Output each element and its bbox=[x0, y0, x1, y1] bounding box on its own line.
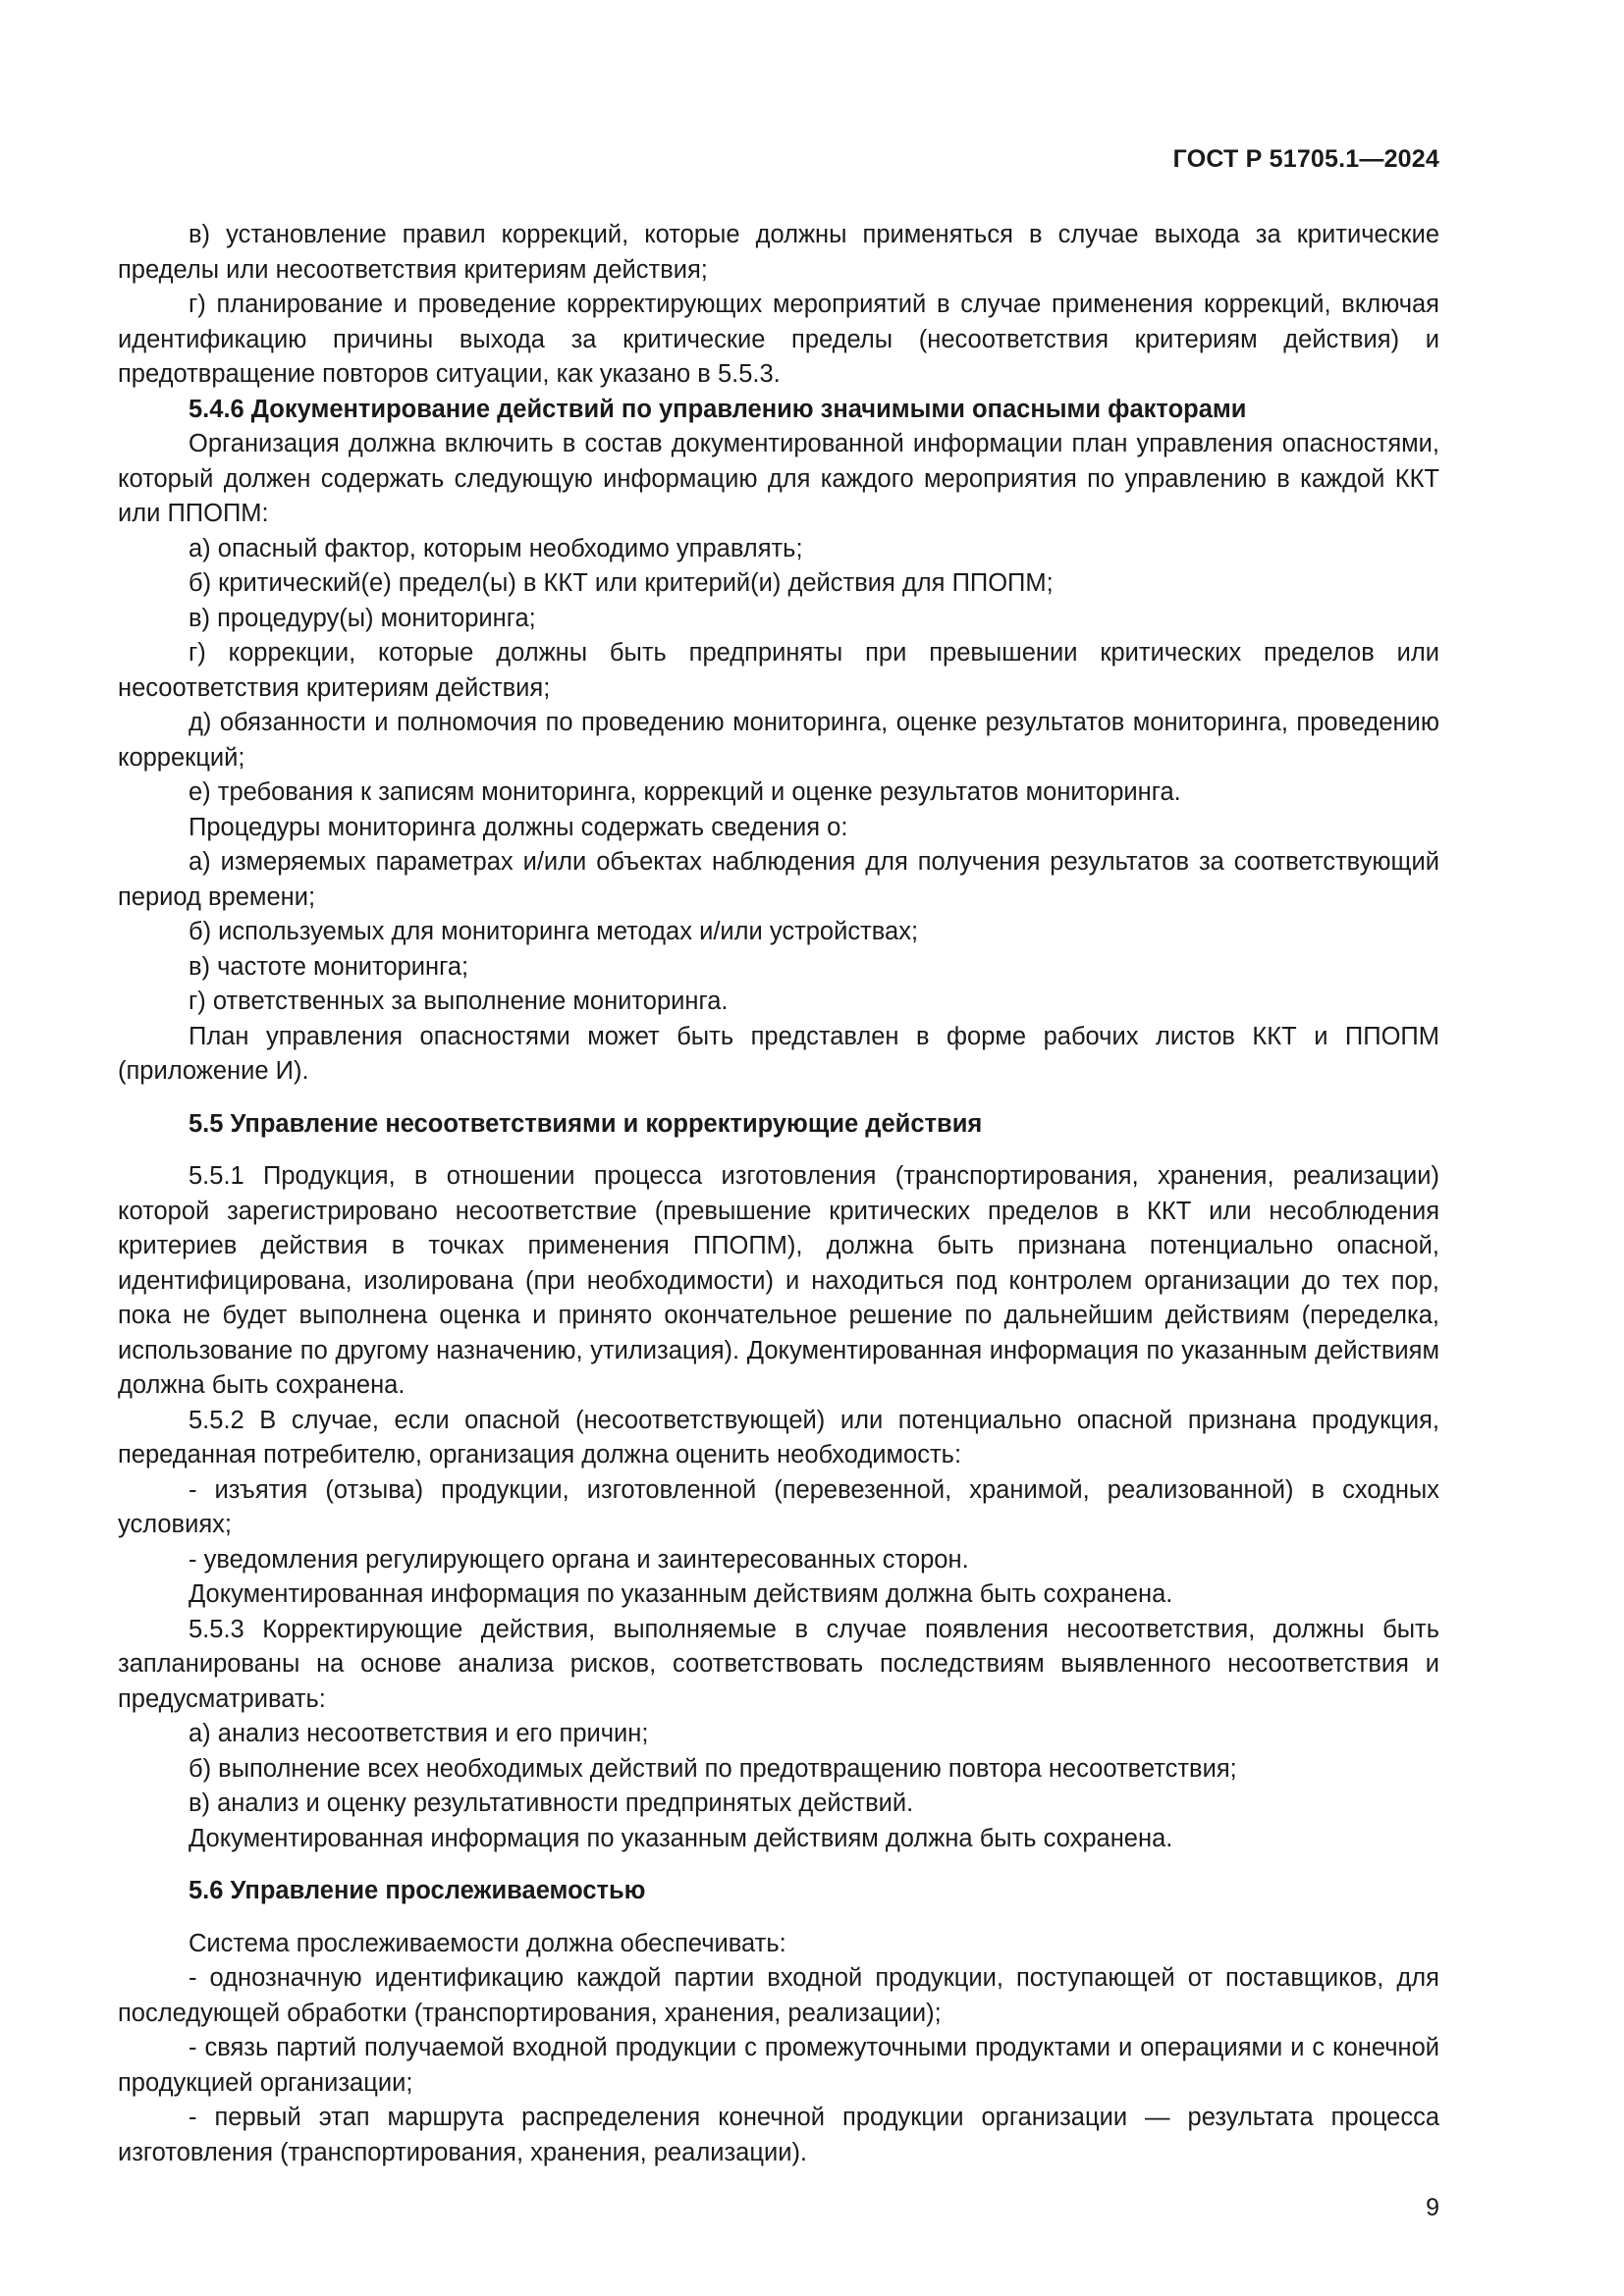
paragraph: а) анализ несоответствия и его причин; bbox=[189, 1720, 649, 1747]
paragraph: г) планирование и проведение корректирующих мероприятий в случае применения коррекций, включая идентификацию причины выхода за критические пределы (несоответствия критериям действия) и предотвращение повторов ситуации, как указано в 5.5.3. bbox=[118, 291, 1439, 388]
paragraph: Процедуры мониторинга должны содержать сведения о: bbox=[189, 813, 848, 841]
paragraph: Система прослеживаемости должна обеспечивать: bbox=[189, 1929, 786, 1957]
paragraph: Организация должна включить в состав документированной информации план управления опасностями, который должен содержать следующую информацию для каждого мероприятия по управлению в каждой ККТ или ППОПМ: bbox=[118, 430, 1439, 527]
paragraph: г) коррекции, которые должны быть предприняты при превышении критических пределов или несоответствия критериям действия; bbox=[118, 639, 1439, 702]
paragraph: - однозначную идентификацию каждой партии входной продукции, поступающей от поставщиков, для последующей обработки (транспортирования, хранения, реализации); bbox=[118, 1964, 1439, 2027]
paragraph: - уведомления регулирующего органа и заинтересованных сторон. bbox=[189, 1545, 969, 1574]
paragraph: б) используемых для мониторинга методах и/или устройствах; bbox=[189, 918, 919, 945]
paragraph: а) опасный фактор, которым необходимо управлять; bbox=[189, 534, 803, 562]
paragraph: б) критический(е) предел(ы) в ККТ или критерий(и) действия для ППОПМ; bbox=[189, 569, 1054, 597]
paragraph: в) частоте мониторинга; bbox=[189, 952, 469, 981]
paragraph: д) обязанности и полномочия по проведению мониторинга, оценке результатов мониторинга, проведению коррекций; bbox=[118, 709, 1439, 772]
paragraph: 5.5.1 Продукция, в отношении процесса изготовления (транспортирования, хранения, реализации) которой зарегистрировано несоответствие (превышение критических пределов в ККТ или несоблюдения критериев действия в точках применения ППОПМ), должна быть признана потенциально опасной, идентифицирована, изолирована (при необходимости) и находиться под контролем организации до тех пор, пока не будет выполнена оценка и принято окончательное решение по дальнейшим действиям (переделка, использование по другому назначению, утилизация). Документированная информация по указанным действиям должна быть сохранена. bbox=[118, 1162, 1439, 1399]
paragraph: Документированная информация по указанным действиям должна быть сохранена. bbox=[189, 1824, 1173, 1852]
page-number: 9 bbox=[1426, 2194, 1439, 2221]
paragraph: в) установление правил коррекций, которые должны применяться в случае выхода за критические пределы или несоответствия критериям действия; bbox=[118, 221, 1439, 284]
section-heading: 5.6 Управление прослеживаемостью bbox=[189, 1877, 646, 1904]
paragraph: - первый этап маршрута распределения конечной продукции организации — результата процесса изготовления (транспортирования, хранения, реализации). bbox=[118, 2104, 1439, 2166]
paragraph: План управления опасностями может быть представлен в форме рабочих листов ККТ и ППОПМ (приложение И). bbox=[118, 1022, 1439, 1085]
paragraph: 5.5.3 Корректирующие действия, выполняемые в случае появления несоответствия, должны быть запланированы на основе анализа рисков, соответствовать последствиям выявленного несоответствия и предусматривать: bbox=[118, 1615, 1439, 1713]
paragraph: а) измеряемых параметрах и/или объектах наблюдения для получения результатов за соответствующий период времени; bbox=[118, 848, 1439, 911]
paragraph: в) процедуру(ы) мониторинга; bbox=[189, 604, 536, 632]
paragraph: е) требования к записям мониторинга, коррекций и оценке результатов мониторинга. bbox=[189, 778, 1181, 806]
paragraph: - изъятия (отзыва) продукции, изготовленной (перевезенной, хранимой, реализованной) в сходных условиях; bbox=[118, 1475, 1439, 1538]
standard-designation-header: ГОСТ Р 51705.1—2024 bbox=[1172, 145, 1439, 173]
section-heading: 5.4.6 Документирование действий по управлению значимыми опасными факторами bbox=[189, 395, 1247, 423]
paragraph: б) выполнение всех необходимых действий по предотвращению повтора несоответствия; bbox=[189, 1754, 1237, 1783]
paragraph: 5.5.2 В случае, если опасной (несоответствующей) или потенциально опасной признана продукция, переданная потребителю, организация должна оценить необходимость: bbox=[118, 1406, 1439, 1468]
paragraph: г) ответственных за выполнение мониторинга. bbox=[189, 988, 729, 1015]
section-heading: 5.5 Управление несоответствиями и корректирующие действия bbox=[189, 1109, 983, 1138]
page-content bbox=[118, 218, 1439, 2170]
paragraph: в) анализ и оценку результативности предпринятых действий. bbox=[189, 1789, 914, 1817]
paragraph: - связь партий получаемой входной продукции с промежуточными продуктами и операциями и с конечной продукцией организации; bbox=[118, 2034, 1439, 2097]
paragraph: Документированная информация по указанным действиям должна быть сохранена. bbox=[189, 1580, 1173, 1608]
